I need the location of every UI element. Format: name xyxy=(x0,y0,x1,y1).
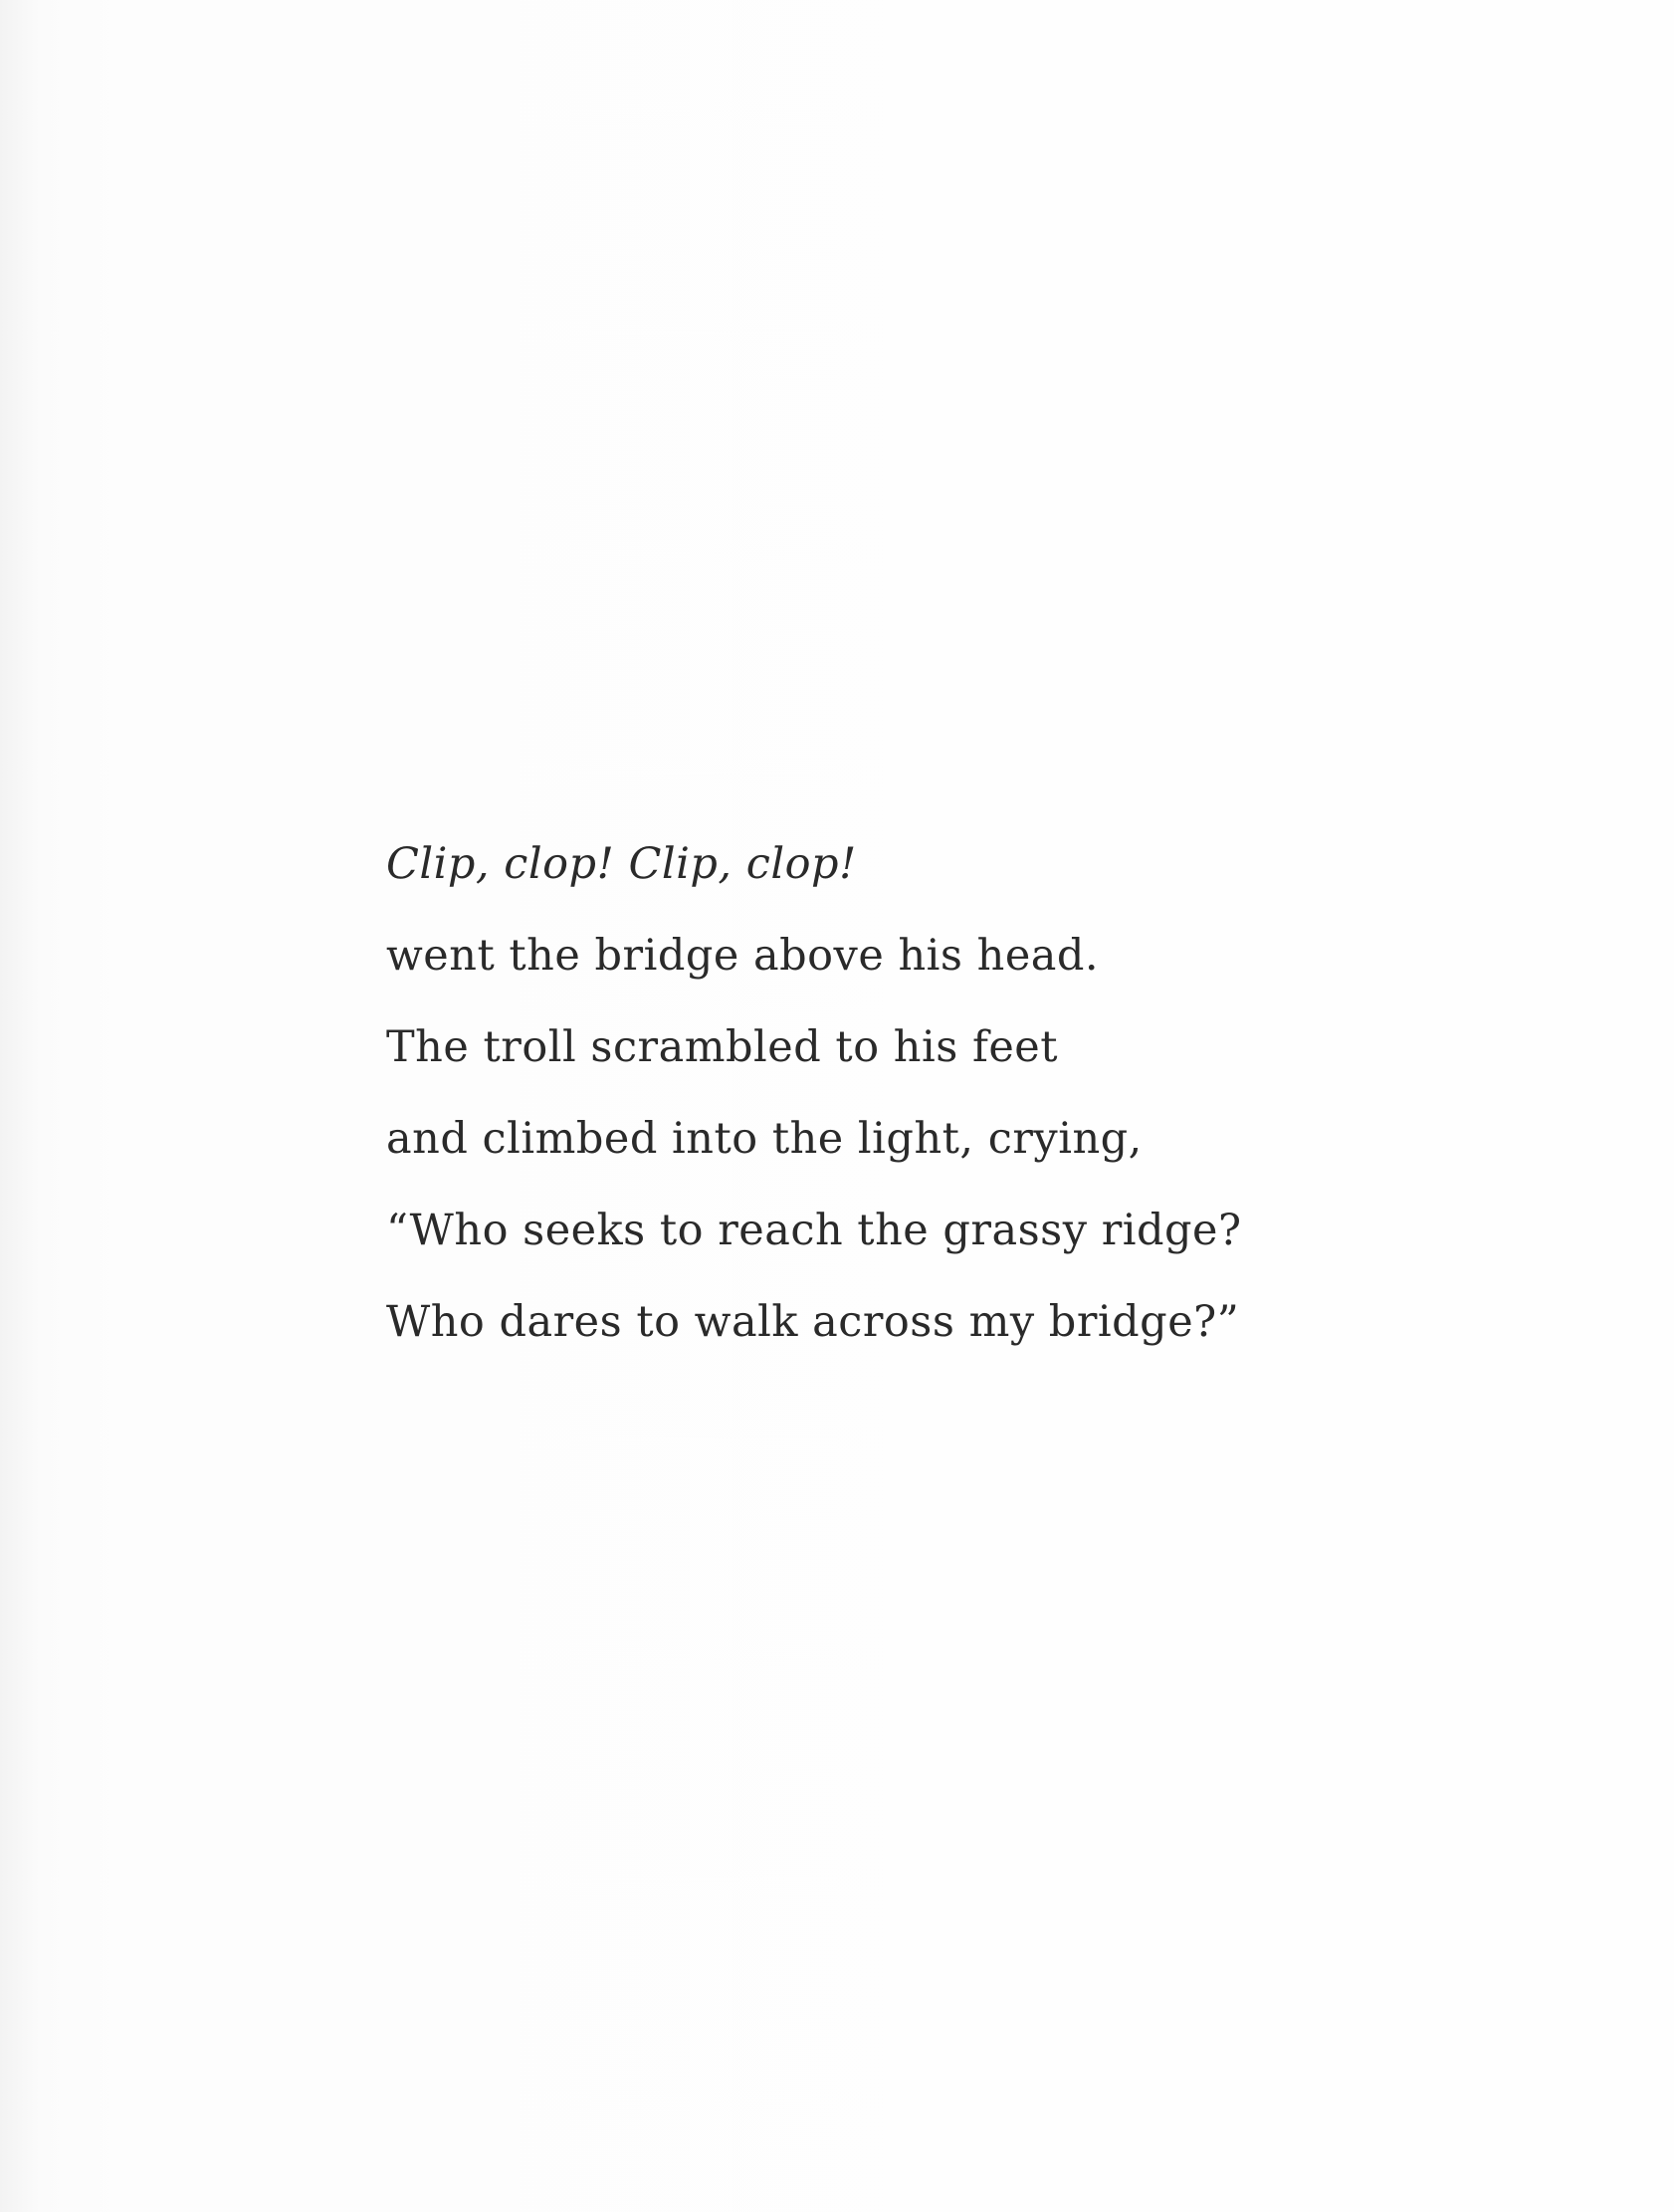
story-text xyxy=(386,818,1381,1368)
story-line-dialogue: “Who seeks to reach the grassy ridge? xyxy=(386,1206,1242,1255)
story-line: and climbed into the light, crying, xyxy=(386,1114,1143,1164)
story-line: went the bridge above his head. xyxy=(386,931,1100,981)
story-line-dialogue: Who dares to walk across my bridge?” xyxy=(386,1297,1240,1347)
story-line-sound-effect: Clip, clop! Clip, clop! xyxy=(386,839,857,889)
story-line: The troll scrambled to his feet xyxy=(386,1022,1059,1072)
